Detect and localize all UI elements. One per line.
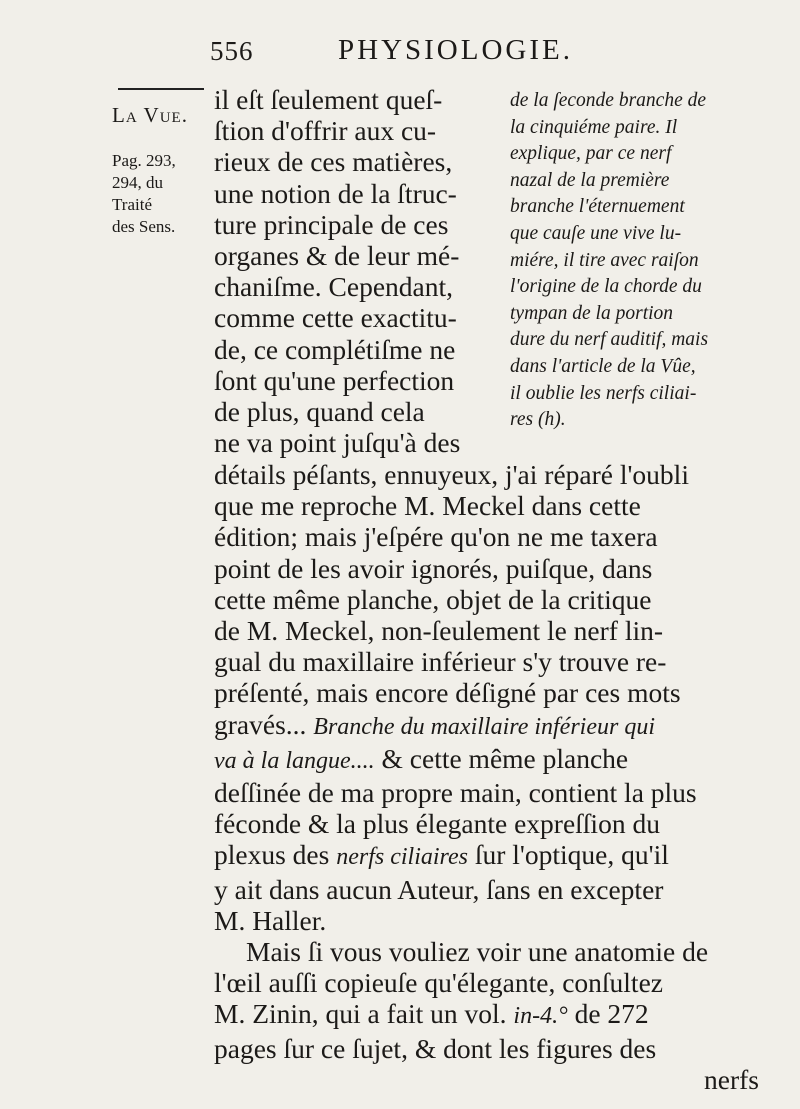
italic-quote: Branche du maxillaire inférieur qui — [313, 713, 655, 740]
note-line: de la ſeconde branche de — [510, 90, 707, 111]
text-line: préſenté, mais encore déſigné par ces mots — [214, 677, 681, 709]
note-line: dans l'article de la Vûe, — [510, 355, 696, 377]
note-line: explique, par ce nerf — [510, 143, 672, 165]
text-line: comme cette exactitu- — [214, 302, 457, 334]
margin-reference-line: des Sens. — [112, 217, 176, 237]
text-segment: plexus des — [214, 839, 330, 871]
text-line: de, ce complétiſme ne — [214, 333, 456, 365]
text-line: point de les avoir ignorés, puiſque, dans — [214, 552, 653, 584]
note-line: tympan de la portion — [510, 302, 674, 324]
text-segment: de 272 — [574, 998, 649, 1030]
paragraph-start: Mais ſi vous vouliez voir une anatomie de — [246, 936, 709, 968]
note-line: res (h). — [510, 409, 566, 431]
text-line: féconde & la plus élegante expreſſion du — [214, 808, 660, 840]
text-segment: M. Zinin, qui a fait un vol. — [214, 998, 507, 1030]
margin-reference-line: Pag. 293, — [112, 151, 176, 170]
text-line: ture principale de ces — [214, 208, 449, 240]
text-segment: ſur l'optique, qu'il — [474, 839, 669, 871]
text-line — [214, 709, 759, 743]
note-line: nazal de la première — [510, 169, 670, 191]
text-line: il eſt ſeulement queſ- — [214, 84, 443, 115]
margin-reference-line: Traité — [112, 195, 152, 215]
text-line: l'œil auſſi copieuſe qu'élegante, conſultez — [214, 967, 663, 999]
italic-format: in-4.° — [513, 1003, 568, 1030]
text-line: que me reproche M. Meckel dans cette — [214, 490, 641, 522]
note-line: dure du nerf auditif, mais — [510, 329, 709, 351]
note-line: l'origine de la chorde du — [510, 276, 702, 298]
text-line: cette même planche, objet de la critique — [214, 583, 652, 615]
text-line — [214, 743, 759, 777]
margin-reference — [112, 150, 218, 238]
catchword: nerfs — [704, 1063, 759, 1095]
margin-section-label: La Vue. — [112, 103, 188, 127]
margin-rule — [118, 88, 204, 90]
note-line: la cinquiéme paire. Il — [510, 116, 678, 138]
text-line: M. Haller. — [214, 904, 327, 936]
text-line: rieux de ces matières, — [214, 146, 453, 178]
text-line: y ait dans aucun Auteur, ſans en excepter — [214, 873, 664, 905]
text-line: pages ſur ce ſujet, & dont les figures des — [214, 1032, 657, 1064]
margin-reference-line: 294, du — [112, 173, 163, 193]
text-line: une notion de la ſtruc- — [214, 177, 457, 209]
text-line: de plus, quand cela — [214, 396, 425, 428]
text-line: ſtion d'offrir aux cu- — [214, 115, 437, 147]
text-line: détails péſants, ennuyeux, j'ai réparé l'oubli — [214, 459, 689, 490]
text-line: deſſinée de ma propre main, contient la plus — [214, 777, 697, 809]
note-line: miére, il tire avec raiſon — [510, 249, 699, 271]
page-header — [200, 28, 760, 72]
text-line: de M. Meckel, non-ſeulement le nerf lin- — [214, 615, 664, 647]
page-number: 556 — [210, 36, 254, 66]
note-line: branche l'éternuement — [510, 196, 685, 218]
text-line: gual du maxillaire inférieur s'y trouve re- — [214, 646, 667, 678]
footnote-column — [510, 88, 762, 434]
text-line: chaniſme. Cependant, — [214, 271, 454, 303]
text-line: organes & de leur mé- — [214, 240, 460, 272]
text-line: édition; mais j'eſpére qu'on ne me taxera — [214, 521, 658, 553]
text-line: ne va point juſqu'à des — [214, 427, 461, 459]
running-title: PHYSIOLOGIE. — [338, 34, 573, 66]
text-segment: gravés... — [214, 708, 307, 740]
note-line: il oublie les nerfs ciliai- — [510, 382, 697, 404]
text-line — [214, 998, 759, 1032]
italic-quote: va à la langue.... — [214, 747, 375, 774]
text-segment: & cette même planche — [381, 742, 629, 774]
body-column-narrow — [214, 84, 497, 458]
body-column-full — [214, 459, 759, 1095]
text-line: ſont qu'une perfection — [214, 364, 455, 396]
italic-term: nerfs ciliaires — [336, 844, 468, 871]
note-line: que cauſe une vive lu- — [510, 222, 682, 244]
text-line — [214, 839, 759, 873]
